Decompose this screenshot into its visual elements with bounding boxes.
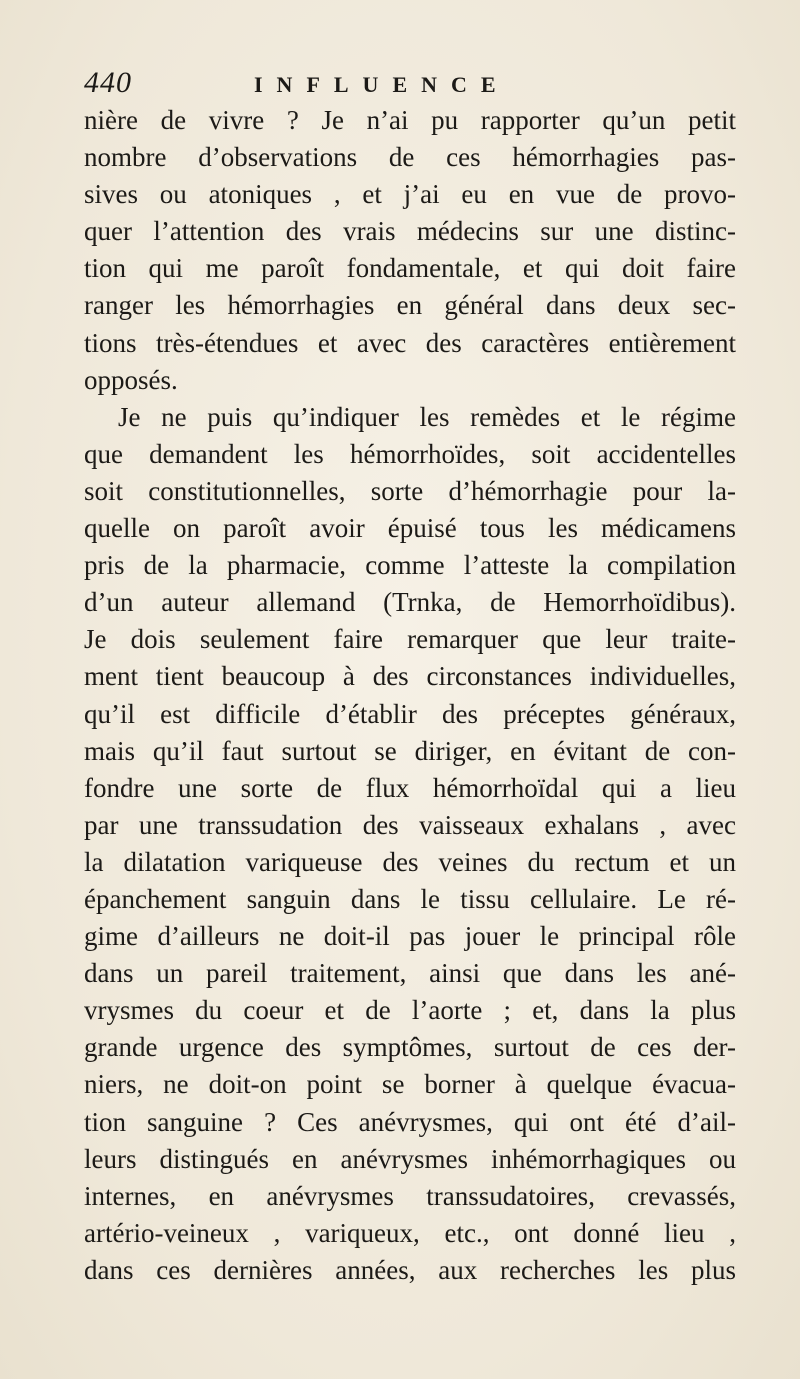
text-line: ranger les hémorrhagies en général dans deux sec- (84, 290, 736, 321)
text-line: dans ces dernières années, aux recherches les plus (84, 1254, 736, 1285)
text-line: ment tient beaucoup à des circonstances individuelles, (84, 661, 736, 692)
running-title: INFLUENCE (254, 72, 510, 97)
text-line: qu’il est difficile d’établir des préceptes généraux, (84, 698, 736, 729)
text-line: que demandent les hémorrhoïdes, soit accidentelles (84, 438, 736, 469)
text-line: Je dois seulement faire remarquer que leur traite- (84, 624, 736, 655)
text-line: gime d’ailleurs ne doit-il pas jouer le principal rôle (84, 921, 736, 952)
text-line: fondre une sorte de flux hémorrhoïdal qui a lieu (84, 772, 736, 803)
text-line: opposés. (84, 364, 178, 395)
text-line: épanchement sanguin dans le tissu cellulaire. Le ré- (84, 883, 736, 914)
page-number: 440 (84, 66, 132, 99)
text-line: tion sanguine ? Ces anévrysmes, qui ont été d’ail- (84, 1106, 736, 1137)
text-line: leurs distingués en anévrysmes inhémorrhagiques ou (84, 1143, 736, 1174)
text-line: sives ou atoniques , et j’ai eu en vue de provo- (84, 179, 736, 210)
text-line: dans un pareil traitement, ainsi que dans les ané- (84, 958, 736, 989)
text-line: Je ne puis qu’indiquer les remèdes et le régime (118, 401, 736, 432)
text-line: pris de la pharmacie, comme l’atteste la compilation (84, 550, 736, 581)
body-text (84, 102, 736, 1289)
page-header (84, 66, 734, 106)
text-line: grande urgence des symptômes, surtout de ces der- (84, 1032, 736, 1063)
text-line: la dilatation variqueuse des veines du rectum et un (84, 846, 736, 877)
text-line: mais qu’il faut surtout se diriger, en évitant de con- (84, 735, 736, 766)
text-line: quer l’attention des vrais médecins sur une distinc- (84, 216, 736, 247)
text-line: soit constitutionnelles, sorte d’hémorrhagie pour la- (84, 475, 736, 506)
text-line: quelle on paroît avoir épuisé tous les médicamens (84, 513, 736, 544)
text-line: vrysmes du coeur et de l’aorte ; et, dans la plus (84, 995, 736, 1026)
text-line: d’un auteur allemand (Trnka, de Hemorrhoïdibus). (84, 587, 736, 618)
text-line: nière de vivre ? Je n’ai pu rapporter qu’un petit (84, 105, 736, 135)
text-line: par une transsudation des vaisseaux exhalans , avec (84, 809, 736, 840)
text-line: tion qui me paroît fondamentale, et qui doit faire (84, 253, 736, 284)
text-line: internes, en anévrysmes transsudatoires, crevassés, (84, 1180, 736, 1211)
text-line: tions très-étendues et avec des caractères entièrement (84, 327, 736, 358)
text-line: nombre d’observations de ces hémorrhagies pas- (84, 142, 736, 173)
text-line: niers, ne doit-on point se borner à quelque évacua- (84, 1069, 736, 1100)
text-line: artério-veineux , variqueux, etc., ont donné lieu , (84, 1217, 736, 1248)
